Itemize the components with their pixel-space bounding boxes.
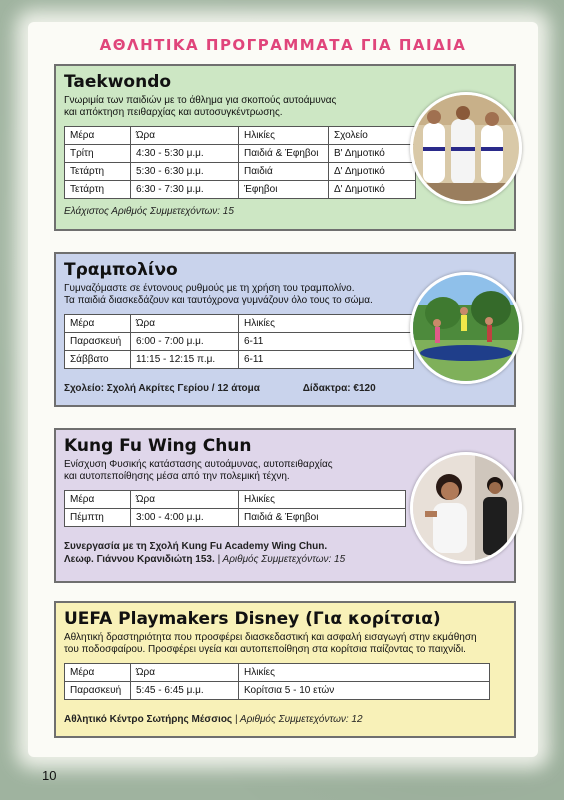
kungfu-description-line-2: και αυτοπεποίθησης μέσα από την πολεμική τέχνη.: [64, 471, 290, 482]
header-time: Ώρα: [131, 491, 239, 509]
cell-day: Σάββατο: [65, 351, 131, 369]
taekwondo-title: Taekwondo: [64, 72, 172, 92]
cell-ages: 6-11: [239, 351, 414, 369]
page-number: 10: [42, 768, 57, 783]
uefa-schedule-table: [64, 663, 490, 700]
kungfu-photo: [410, 452, 522, 564]
uefa-card: [54, 601, 516, 738]
cell-time: 3:00 - 4:00 μ.μ.: [131, 509, 239, 527]
header-day: Μέρα: [65, 491, 131, 509]
table-row: [65, 333, 414, 351]
header-ages: Ηλικίες: [239, 664, 490, 682]
cell-ages: Έφηβοι: [239, 181, 329, 199]
cell-time: 6:00 - 7:00 μ.μ.: [131, 333, 239, 351]
table-header-row: [65, 491, 406, 509]
header-day: Μέρα: [65, 315, 131, 333]
trampoline-schedule-table: [64, 314, 414, 369]
table-header-row: [65, 664, 490, 682]
kungfu-schedule-table: [64, 490, 406, 527]
taekwondo-schedule-table: [64, 126, 416, 199]
trampoline-footer-fee: Δίδακτρα: €120: [302, 383, 376, 394]
cell-day: Τρίτη: [65, 145, 131, 163]
cell-ages: 6-11: [239, 333, 414, 351]
header-time: Ώρα: [131, 664, 239, 682]
taekwondo-description-line-2: και απόκτηση πειθαρχίας και αυτοσυγκέντρωσης.: [64, 107, 283, 118]
kungfu-title: Kung Fu Wing Chun: [64, 436, 252, 456]
table-row: [65, 181, 416, 199]
uefa-title: UEFA Playmakers Disney (Για κορίτσια): [64, 609, 441, 629]
taekwondo-description-line-1: Γνωριμία των παιδιών με το άθλημα για σκοπούς αυτοάμυνας: [64, 95, 337, 106]
header-day: Μέρα: [65, 127, 131, 145]
table-row: [65, 351, 414, 369]
header-ages: Ηλικίες: [239, 315, 414, 333]
cell-school: Δ' Δημοτικό: [329, 181, 416, 199]
trampoline-title: Τραμπολίνο: [64, 260, 178, 280]
kungfu-description-line-1: Ενίσχυση Φυσικής κατάστασης αυτοάμυνας, αυτοπειθαρχίας: [64, 459, 333, 470]
trampoline-description-line-2: Τα παιδιά διασκεδάζουν και ταυτόχρονα γυμνάζουν όλο τους το σώμα.: [64, 295, 373, 306]
kungfu-address: Λεωφ. Γιάννου Κρανιδιώτη 153.: [64, 554, 215, 565]
table-row: [65, 682, 490, 700]
cell-time: 4:30 - 5:30 μ.μ.: [131, 145, 239, 163]
cell-day: Παρασκευή: [65, 682, 131, 700]
uefa-venue: Αθλητικό Κέντρο Σωτήρης Μέσσιος: [64, 714, 233, 725]
cell-day: Παρασκευή: [65, 333, 131, 351]
table-row: [65, 163, 416, 181]
cell-ages: Παιδιά: [239, 163, 329, 181]
cell-school: Δ' Δημοτικό: [329, 163, 416, 181]
table-row: [65, 509, 406, 527]
cell-ages: Παιδιά & Έφηβοι: [239, 145, 329, 163]
uefa-description-line-1: Αθλητική δραστηριότητα που προσφέρει διασκεδαστική και ασφαλή εισαγωγή στην εκμάθηση: [64, 632, 477, 643]
trampoline-footer-school: Σχολείο: Σχολή Ακρίτες Γερίου / 12 άτομα: [64, 383, 260, 394]
kungfu-footer-line-1: Συνεργασία με τη Σχολή Kung Fu Academy Wing Chun.: [64, 541, 328, 552]
uefa-participants: | Αριθμός Συμμετεχόντων: 12: [232, 714, 363, 725]
table-header-row: [65, 127, 416, 145]
cell-day: Τετάρτη: [65, 181, 131, 199]
cell-school: Β' Δημοτικό: [329, 145, 416, 163]
header-time: Ώρα: [131, 127, 239, 145]
page-title: ΑΘΛΗΤΙΚΑ ΠΡΟΓΡΑΜΜΑΤΑ ΓΙΑ ΠΑΙΔΙΑ: [99, 36, 467, 54]
uefa-description-line-2: του ποδοσφαίρου. Προσφέρει υγεία και αυτοπεποίθηση στα κορίτσια παίζοντας το παιχνίδι.: [64, 644, 466, 655]
kungfu-participants: | Αριθμός Συμμετεχόντων: 15: [214, 554, 346, 565]
trampoline-description-line-1: Γυμναζόμαστε σε έντονους ρυθμούς με τη χρήση του τραμπολίνο.: [64, 283, 355, 294]
header-time: Ώρα: [131, 315, 239, 333]
cell-time: 11:15 - 12:15 π.μ.: [131, 351, 239, 369]
cell-time: 5:30 - 6:30 μ.μ.: [131, 163, 239, 181]
taekwondo-footer: Ελάχιστος Αριθμός Συμμετεχόντων: 15: [64, 206, 234, 217]
table-row: [65, 145, 416, 163]
taekwondo-photo: [410, 92, 522, 204]
header-ages: Ηλικίες: [239, 127, 329, 145]
cell-ages: Παιδιά & Έφηβοι: [239, 509, 406, 527]
cell-day: Τετάρτη: [65, 163, 131, 181]
trampoline-photo: [410, 272, 522, 384]
header-ages: Ηλικίες: [239, 491, 406, 509]
cell-time: 6:30 - 7:30 μ.μ.: [131, 181, 239, 199]
header-day: Μέρα: [65, 664, 131, 682]
trampoline-footer: [64, 383, 506, 394]
cell-ages: Κορίτσια 5 - 10 ετών: [239, 682, 490, 700]
cell-time: 5:45 - 6:45 μ.μ.: [131, 682, 239, 700]
header-school: Σχολείο: [329, 127, 416, 145]
uefa-footer: [64, 714, 506, 725]
cell-day: Πέμπτη: [65, 509, 131, 527]
table-header-row: [65, 315, 414, 333]
